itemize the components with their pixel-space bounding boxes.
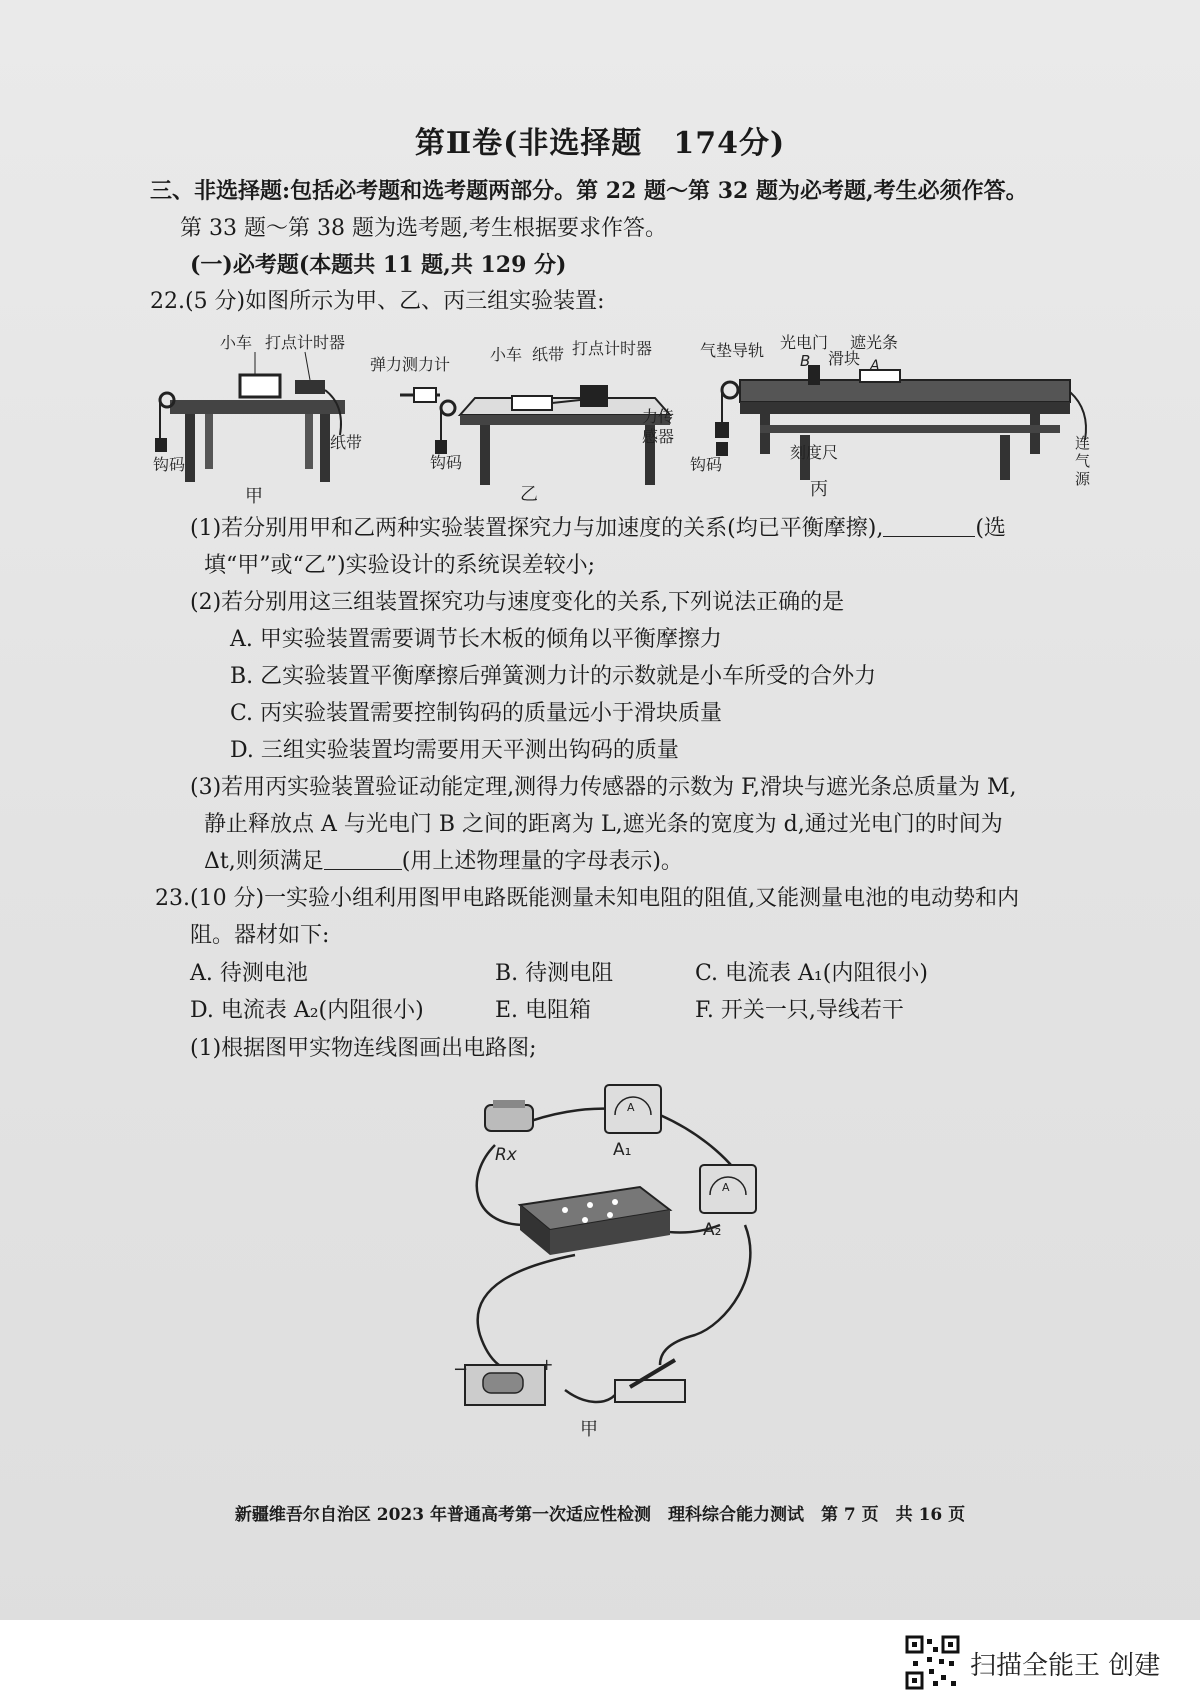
q22-part3-line1: (3)若用丙实验装置验证动能定理,测得力传感器的示数为 F,滑块与遮光条总质量为 M, [190,775,1017,800]
label-bing-air1: 连 [1075,434,1091,452]
q23-material-f: F. 开关一只,导线若干 [695,998,904,1023]
label-bing-a: A [870,358,880,374]
apparatus-jia-figure [155,330,370,515]
q22-part3-text-b: (用上述物理量的字母表示)。 [401,849,683,874]
weight-icon [155,438,167,452]
q22-part1-text-a: (1)若分别用甲和乙两种实验装置探究力与加速度的关系(均已平衡摩擦), [190,516,884,541]
q22-option-c: C. 丙实验装置需要控制钩码的质量远小于滑块质量 [230,701,723,726]
force-sensor-icon [715,422,729,438]
label-bing-strip: 遮光条 [850,333,899,352]
label-jia-car: 小车 [220,333,253,352]
circuit-figure [453,1075,825,1470]
resistor-rx-icon [485,1105,533,1131]
q22-part1-line2: 填“甲”或“乙”)实验设计的系统误差较小; [204,553,595,578]
q23-stem-line2: 阻。器材如下: [190,923,330,948]
page-title: 第Ⅱ卷(非选择题 174分) [414,126,786,161]
label-a1: A₁ [613,1140,632,1160]
label-yi-car: 小车 [490,345,523,364]
camscanner-label: 扫描全能王 创建 [970,1651,1161,1681]
label-bing-ruler: 刻度尺 [790,443,839,462]
label-yi-weight: 钩码 [430,453,463,472]
q22-part1-line1 [190,514,1006,544]
label-rx: Rx [495,1145,517,1165]
label-yi-timer: 打点计时器 [572,339,653,358]
label-bing-gate: 光电门 [780,333,829,352]
q22-part1-text-b: (选 [975,516,1006,541]
caption-bing: 丙 [810,479,828,500]
label-yi-spring: 弹力测力计 [370,355,451,374]
label-bing-b: B [800,352,811,370]
q22-part3-text-a: Δt,则须满足 [204,849,324,874]
circuit-caption: 甲 [580,1419,598,1440]
q23-material-d: D. 电流表 A₂(内阻很小) [190,998,424,1023]
label-bing-track: 气垫导轨 [700,341,765,360]
weight-icon [435,440,447,454]
battery-plus: + [540,1355,554,1374]
q23-material-c: C. 电流表 A₁(内阻很小) [695,961,928,986]
q23-material-a: A. 待测电池 [190,961,308,986]
section3-line2: 第 33 题～第 38 题为选考题,考生根据要求作答。 [180,216,667,241]
q23-material-e: E. 电阻箱 [495,998,592,1023]
label-bing-air3: 源 [1075,470,1091,488]
label-jia-timer: 打点计时器 [265,333,346,352]
q22-part3-line3 [204,847,683,877]
ammeter-a2-symbol: A [722,1181,730,1194]
weight-icon [716,442,728,456]
label-a2: A₂ [703,1220,722,1240]
label-yi-tape: 纸带 [532,345,565,364]
q22-option-b: B. 乙实验装置平衡摩擦后弹簧测力计的示数就是小车所受的合外力 [230,664,877,689]
label-bing-slider: 滑块 [828,349,861,368]
page-footer: 新疆维吾尔自治区 2023 年普通高考第一次适应性检测 理科综合能力测试 第 7 页 共 16 页 [234,1505,966,1525]
label-jia-tape: 纸带 [330,433,363,452]
caption-jia: 甲 [245,486,263,507]
apparatus-bing-figure [642,330,1095,525]
answer-blank-1 [883,514,975,537]
switch-icon [615,1380,685,1402]
section3-line1: 三、非选择题:包括必考题和选考题两部分。第 22 题～第 32 题为必考题,考生必须作答。 [150,178,1028,204]
q23-stem-line1: 23.(10 分)一实验小组利用图甲电路既能测量未知电阻的阻值,又能测量电池的电动势和内 [155,886,1020,911]
q23-material-b: B. 待测电阻 [495,961,614,986]
q23-part1: (1)根据图甲实物连线图画出电路图; [190,1036,537,1061]
label-jia-weight: 钩码 [153,455,186,474]
q22-part2: (2)若分别用这三组装置探究功与速度变化的关系,下列说法正确的是 [190,590,845,615]
label-bing-weight: 钩码 [690,455,723,474]
caption-yi: 乙 [520,484,538,505]
qr-code-icon [905,1635,960,1690]
label-bing-air2: 气 [1075,452,1091,470]
q22-option-d: D. 三组实验装置均需要用天平测出钩码的质量 [230,738,679,763]
label-bing-sensor2: 感器 [642,427,675,446]
q22-option-a: A. 甲实验装置需要调节长木板的倾角以平衡摩擦力 [230,627,722,652]
ammeter-a1-symbol: A [627,1101,635,1114]
required-header: (一)必考题(本题共 11 题,共 129 分) [190,252,567,278]
answer-blank-2 [324,847,402,870]
q22-part3-line2: 静止释放点 A 与光电门 B 之间的距离为 L,遮光条的宽度为 d,通过光电门的时间为 [204,812,1003,837]
label-bing-sensor1: 力传 [642,407,675,426]
spring-scale-icon [414,388,436,402]
battery-minus: − [453,1359,469,1380]
q22-stem: 22.(5 分)如图所示为甲、乙、丙三组实验装置: [150,289,605,314]
